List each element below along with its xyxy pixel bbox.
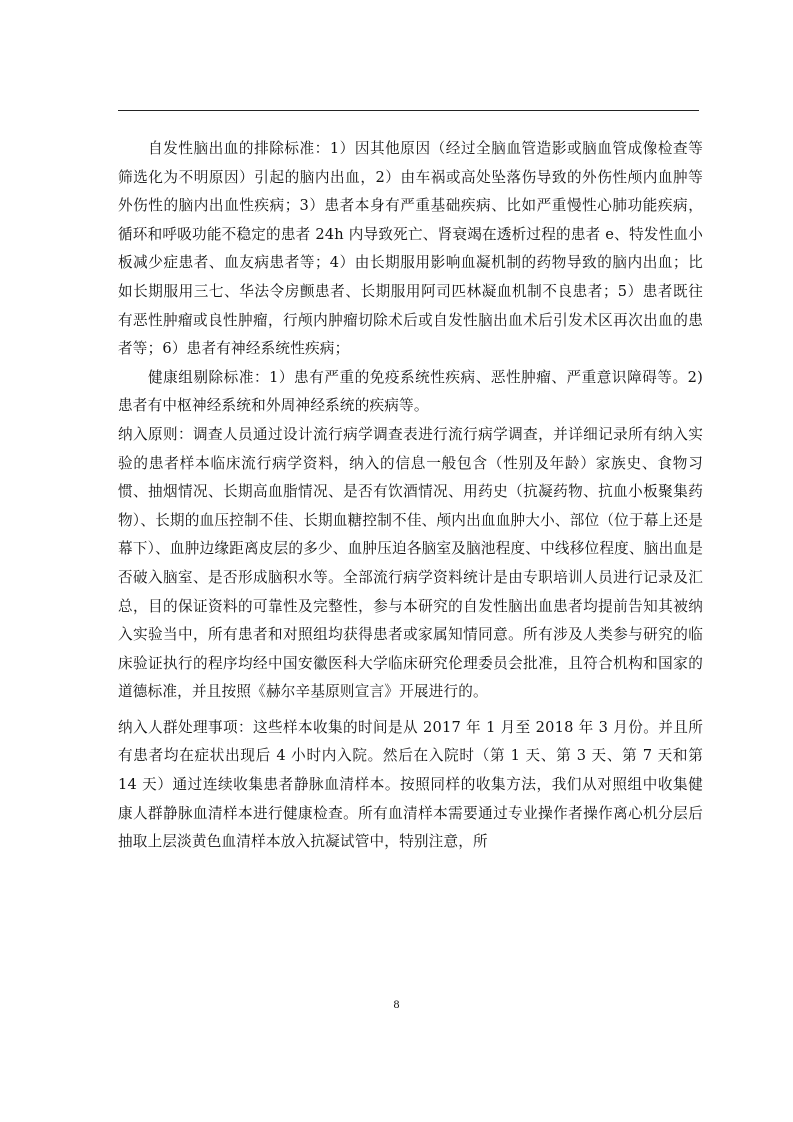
page-number: 8 (393, 997, 400, 1011)
header-rule (118, 110, 699, 111)
sample-handling-paragraph: 纳入人群处理事项：这些样本收集的时间是从 2017 年 1 月至 2018 年 3 月份。并且所有患者均在症状出现后 4 小时内入院。然后在入院时（第 1 天、第 3 天、第 7 天和第 14 天）通过连续收集患者静脉血清样本。按照同样的收集方法，我们从对照组中收集健康人群静脉血清样本进行健康检查。所有血清样本需要通过专业操作者操作离心机分层后抽取上层淡黄色血清样本放入抗凝试管中，特别注意，所 (118, 718, 703, 851)
body-text (118, 135, 703, 857)
inclusion-principle-paragraph: 纳入原则：调查人员通过设计流行病学调查表进行流行病学调查，并详细记录所有纳入实验的患者样本临床流行病学资料，纳入的信息一般包含（性别及年龄）家族史、食物习惯、抽烟情况、长期高血脂情况、是否有饮酒情况、用药史（抗凝药物、抗血小板聚集药物）、长期的血压控制不佳、长期血糖控制不佳、颅内出血血肿大小、部位（位于幕上还是幕下）、血肿边缘距离皮层的多少、血肿压迫各脑室及脑池程度、中线移位程度、脑出血是否破入脑室、是否形成脑积水等。全部流行病学资料统计是由专职培训人员进行记录及汇总，目的保证资料的可靠性及完整性，参与本研究的自发性脑出血患者均提前告知其被纳入实验当中，所有患者和对照组均获得患者或家属知情同意。所有涉及人类参与研究的临床验证执行的程序均经中国安徽医科大学临床研究伦理委员会批准，且符合机构和国家的道德标准，并且按照《赫尔辛基原则宣言》开展进行的。 (118, 425, 703, 701)
exclusion-criteria-paragraph: 自发性脑出血的排除标准：1）因其他原因（经过全脑血管造影或脑血管成像检查等筛选化为不明原因）引起的脑内出血，2）由车祸或高处坠落伤导致的外伤性颅内血肿等外伤性的脑内出血性疾病；3）患者本身有严重基础疾病、比如严重慢性心肺功能疾病，循环和呼吸功能不稳定的患者 24h 内导致死亡、肾衰竭在透析过程的患者 e、特发性血小板减少症患者、血友病患者等；4）由长期服用影响血凝机制的药物导致的脑内出血；比如长期服用三七、华法令房颤患者、长期服用阿司匹林凝血机制不良患者；5）患者既往有恶性肿瘤或良性肿瘤，行颅内肿瘤切除术后或自发性脑出血术后引发术区再次出血的患者等；6）患者有神经系统性疾病； (118, 140, 703, 358)
healthy-group-exclusion-paragraph: 健康组剔除标准：1）患有严重的免疫系统性疾病、恶性肿瘤、严重意识障碍等。2)患者有中枢神经系统和外周神经系统的疾病等。 (118, 368, 703, 415)
